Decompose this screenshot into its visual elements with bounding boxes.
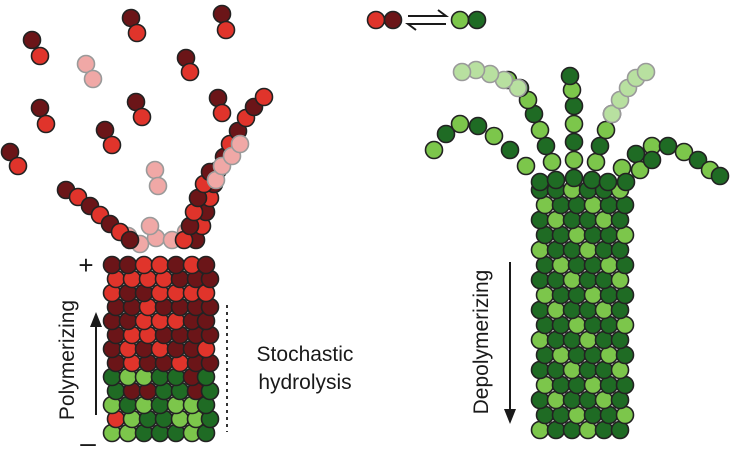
tubulin-subunit (120, 257, 137, 274)
nucleotide-exchange-legend (368, 10, 486, 30)
protofilament-subunit (122, 232, 139, 249)
free-gtp-dimer (214, 6, 231, 23)
protofilament-subunit (470, 118, 487, 135)
polymerizing-label: Polymerizing (56, 299, 79, 421)
protofilament-subunit-faded (638, 64, 655, 81)
free-gtp-dimer (38, 116, 55, 133)
free-gtp-dimers (2, 6, 235, 195)
protofilament-subunit (544, 154, 561, 171)
tubulin-subunit-faded (142, 218, 159, 235)
protofilament-subunit (532, 174, 549, 191)
free-gtp-dimer (10, 158, 27, 175)
depolymerizing-label: Depolymerizing (470, 269, 493, 415)
legend-gdp-subunit (452, 12, 469, 29)
free-gtp-dimer (214, 105, 231, 122)
free-gtp-dimer (134, 109, 151, 126)
protofilament-subunit (502, 142, 519, 159)
protofilament-subunit (426, 142, 443, 159)
protofilament-subunit (486, 128, 503, 145)
tubulin-subunit (152, 257, 169, 274)
protofilament-subunit (588, 154, 605, 171)
protofilament-subunit (600, 174, 617, 191)
protofilament-subunit (584, 172, 601, 189)
protofilament-subunit (644, 152, 661, 169)
equilibrium-arrows-icon (408, 10, 446, 30)
legend-gtp-subunit (385, 12, 402, 29)
protofilament-subunit (532, 122, 549, 139)
protofilament-subunit (598, 122, 615, 139)
protofilament-subunit-faded (454, 64, 471, 81)
stochastic-label: Stochastic (256, 343, 354, 366)
protofilament-subunit (618, 174, 635, 191)
protofilament-subunit (538, 138, 555, 155)
protofilament-subunit (566, 98, 583, 115)
free-gtp-dimer (32, 48, 49, 65)
tubulin-subunit (198, 257, 215, 274)
protofilament-subunit (518, 158, 535, 175)
free-gtp-dimer (129, 25, 146, 42)
depolymerizing-arrow (504, 262, 516, 424)
protofilament-subunit (566, 116, 583, 133)
tubulin-subunit (104, 257, 121, 274)
free-gtp-dimer (218, 22, 235, 39)
protofilament-subunit (438, 126, 455, 143)
free-gtp-dimer-faded (147, 162, 164, 179)
protofilament-subunit (562, 68, 579, 85)
free-gtp-dimer-faded (150, 178, 167, 195)
hydrolysis-label: hydrolysis (258, 371, 352, 394)
protofilament-subunit (628, 146, 645, 163)
free-gtp-dimer-faded (85, 71, 102, 88)
free-gtp-dimer (182, 64, 199, 81)
free-gtp-dimer (104, 137, 121, 154)
plus-end-label: + (78, 250, 94, 280)
protofilament-subunit (592, 138, 609, 155)
minus-end-label: – (80, 427, 96, 456)
protofilament-subunit (256, 89, 273, 106)
protofilament-subunit (660, 138, 677, 155)
protofilament-subunit (566, 134, 583, 151)
polymerizing-arrow (90, 312, 102, 415)
protofilament-subunit-faded (232, 136, 249, 153)
protofilament-subunit (566, 170, 583, 187)
protofilament-subunit (566, 152, 583, 169)
free-gtp-dimer (32, 100, 49, 117)
protofilament-subunit (712, 168, 729, 185)
legend-gdp-subunit (469, 12, 486, 29)
legend-gtp-subunit (368, 12, 385, 29)
free-gtp-dimer (24, 32, 41, 49)
protofilament-subunit (548, 172, 565, 189)
tubulin-subunit (136, 257, 153, 274)
tubulin-subunit (168, 257, 185, 274)
